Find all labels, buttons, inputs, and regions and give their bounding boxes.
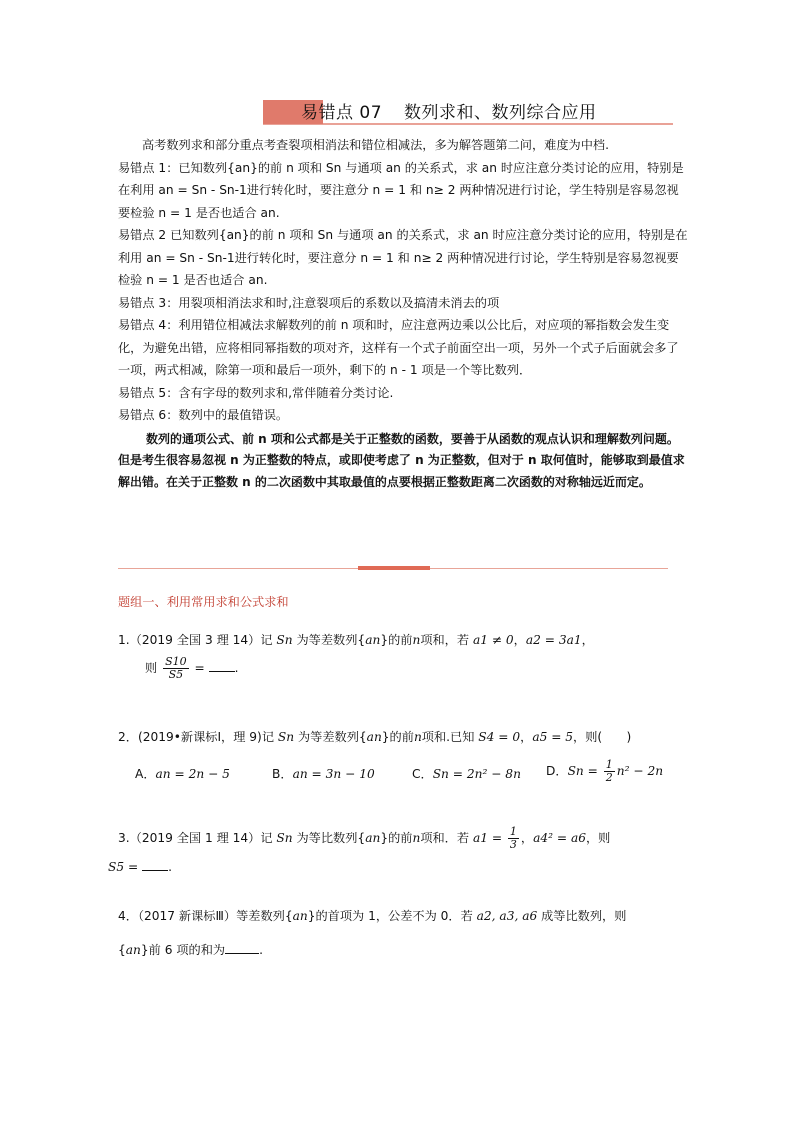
question-2: 2．(2019•新课标Ⅰ，理 9)记 Sn 为等差数列{an}的前n项和.已知 S4 = 0，a5 = 5，则( ) xyxy=(118,730,632,744)
question-4-line-2: {an}前 6 项的和为 . xyxy=(118,943,263,957)
answer-blank[interactable] xyxy=(142,860,168,871)
answer-blank[interactable] xyxy=(209,661,235,672)
error-point-6: 易错点 6：数列中的最值错误。 xyxy=(118,408,289,422)
option-a[interactable]: A．an = 2n − 5 xyxy=(135,767,230,781)
option-b[interactable]: B．an = 3n − 10 xyxy=(272,767,375,781)
error-point-5: 易错点 5：含有字母的数列求和,常伴随着分类讨论. xyxy=(118,385,394,400)
title-banner xyxy=(263,98,673,126)
section-heading: 题组一、利用常用求和公式求和 xyxy=(118,595,289,609)
option-c[interactable]: C．Sn = 2n² − 8n xyxy=(412,767,521,781)
title-subject: 数列求和、数列综合应用 xyxy=(404,103,597,123)
error-point-1: 易错点 1：已知数列{an}的前 n 项和 Sn 与通项 an 的关系式，求 an 时应注意分类讨论的应用，特别是在利用 an = Sn - Sn-1进行转化时，要注意分 n = 1 和 n≥ 2 两种情况进行讨论，学生特别是容易忽视要检验 n = 1 是否也适合 an. xyxy=(118,160,684,220)
error-point-3: 易错点 3：用裂项相消法求和时,注意裂项后的系数以及搞清未消去的项 xyxy=(118,295,500,310)
question-3-line-2: S5 = . xyxy=(108,860,172,874)
question-3: 3.（2019 全国 1 理 14）记 Sn 为等比数列{an}的前n项和．若 a1 = $\frac{1}{3}$ ，a4² = a6，则 xyxy=(118,825,611,851)
question-1: 1.（2019 全国 3 理 14）记 Sn 为等差数列{an}的前n项和，若 a1 ≠ 0，a2 = 3a1， xyxy=(118,633,594,647)
key-note-paragraph: 数列的通项公式、前 n 项和公式都是关于正整数的函数，要善于从函数的观点认识和理解数列问题。但是考生很容易忽视 n 为正整数的特点，或即使考虑了 n 为正整数，但对于 n 取何值时，能够取到最值求解出错。在关于正整数 n 的二次函数中其取最值的点要根据正整数距离二次函数的对称轴远近而定。 xyxy=(118,431,685,489)
title-label: 易错点 07 xyxy=(301,103,383,123)
title-underline xyxy=(263,123,673,125)
intro-lead: 高考数列求和部分重点考查裂项相消法和错位相减法，多为解答题第二问，难度为中档. xyxy=(142,138,609,152)
question-1-line-2: 则 $\frac{S10}{S5}$ = . xyxy=(145,655,239,681)
option-d[interactable]: D．Sn = $\frac{1}{2}$ n² − 2n xyxy=(546,758,664,784)
page-title xyxy=(301,98,597,123)
answer-blank[interactable] xyxy=(225,943,259,954)
error-point-2: 易错点 2 已知数列{an}的前 n 项和 Sn 与通项 an 的关系式，求 an 时应注意分类讨论的应用，特别是在利用 an = Sn - Sn-1进行转化时，要注意分 n = 1 和 n≥ 2 两种情况进行讨论，学生特别是容易忽视要检验 n = 1 是否也适合 an. xyxy=(118,228,688,287)
fraction-s10-s5: $\frac{S10}{S5}$ xyxy=(165,655,187,681)
fraction-one-third: $\frac{1}{3}$ xyxy=(509,825,517,851)
divider-accent xyxy=(358,566,430,570)
intro-section xyxy=(118,134,688,493)
error-point-4: 易错点 4：利用错位相减法求解数列的前 n 项和时，应注意两边乘以公比后，对应项的幂指数会发生变化，为避免出错，应将相同幂指数的项对齐，这样有一个式子前面空出一项，另外一个式子后面就会多了一项，两式相减，除第一项和最后一项外，剩下的 n - 1 项是一个等比数列． xyxy=(118,318,679,377)
question-4: 4．（2017 新课标Ⅲ）等差数列{an}的首项为 1，公差不为 0．若 a2, a3, a6 成等比数列，则 xyxy=(118,909,627,923)
